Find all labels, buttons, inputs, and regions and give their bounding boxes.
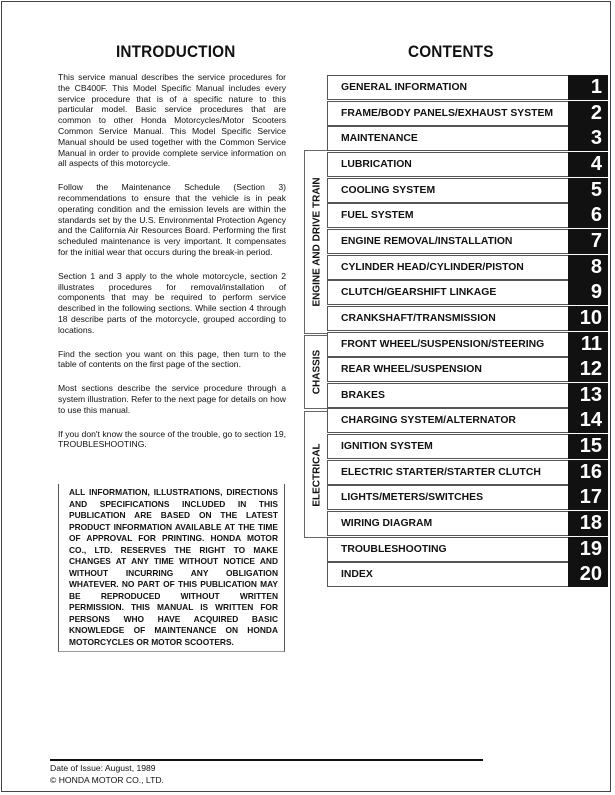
toc-item[interactable] (327, 255, 608, 280)
section-number-tab: 8 (568, 255, 608, 280)
introduction-heading: INTRODUCTION (116, 42, 236, 61)
toc-item-label: INDEX (341, 569, 373, 581)
toc-item-label: ENGINE REMOVAL/INSTALLATION (341, 235, 513, 247)
toc-item[interactable] (327, 460, 608, 485)
toc-item-label: IGNITION SYSTEM (341, 441, 433, 453)
toc-item-label: FRAME/BODY PANELS/EXHAUST SYSTEM (341, 107, 554, 119)
toc-item-label: ELECTRIC STARTER/STARTER CLUTCH (341, 466, 541, 478)
copyright: © HONDA MOTOR CO., LTD. (50, 775, 164, 785)
intro-paragraph: Follow the Maintenance Schedule (Section 3) recommendations to ensure that the vehicle is in peak operating condition and the emission levels are within the standards set by the U.S. Environmental Protection Agency and the California Air Resources Board. Performing the first scheduled maintenance is very important. It compensates for the initial wear that occurs during the break-in period. (58, 182, 286, 257)
toc-item-label: CHARGING SYSTEM/ALTERNATOR (341, 415, 516, 427)
toc-item[interactable] (327, 306, 608, 331)
footer-rule (50, 759, 483, 761)
group-label: ELECTRICAL (311, 442, 322, 507)
section-number-tab: 7 (568, 229, 608, 254)
toc-item-label: COOLING SYSTEM (341, 184, 436, 196)
intro-paragraph: Most sections describe the service procedure through a system illustration. Refer to the next page for details on how to use this manual. (58, 383, 286, 415)
intro-paragraph: Section 1 and 3 apply to the whole motorcycle, section 2 illustrates procedures for removal/installation of components that may be required to perform service described in the following sections. While section 4 through 18 describe parts of the motorcycle, grouped according to locations. (58, 270, 286, 335)
toc-item[interactable] (327, 101, 608, 126)
group-label: ENGINE AND DRIVE TRAIN (311, 177, 322, 307)
toc-item[interactable] (327, 332, 608, 357)
section-number-tab: 20 (568, 562, 608, 587)
section-number-tab: 14 (568, 408, 608, 433)
toc-item[interactable] (327, 383, 608, 408)
group-chassis (304, 335, 328, 409)
section-number-tab: 11 (568, 332, 608, 357)
toc-item[interactable] (327, 152, 608, 177)
toc-item[interactable] (327, 357, 608, 382)
toc-item[interactable] (327, 408, 608, 433)
section-number-tab: 1 (568, 75, 608, 100)
section-number-tab: 19 (568, 537, 608, 562)
section-number-tab: 16 (568, 460, 608, 485)
toc-item[interactable] (327, 434, 608, 459)
toc-item[interactable] (327, 511, 608, 536)
section-number-tab: 3 (568, 126, 608, 151)
section-number-tab: 9 (568, 280, 608, 305)
section-number-tab: 5 (568, 178, 608, 203)
section-number-tab: 6 (568, 203, 608, 228)
section-number-tab: 10 (568, 306, 608, 331)
toc-item[interactable] (327, 75, 608, 100)
toc-item-label: FRONT WHEEL/SUSPENSION/STEERING (341, 338, 545, 350)
toc-item-label: WIRING DIAGRAM (341, 518, 433, 530)
group-engine (304, 150, 328, 334)
toc-item-label: CLUTCH/GEARSHIFT LINKAGE (341, 287, 497, 299)
section-number-tab: 2 (568, 101, 608, 126)
toc-item[interactable] (327, 537, 608, 562)
toc-item-label: GENERAL INFORMATION (341, 82, 468, 93)
intro-paragraph: Find the section you want on this page, then turn to the table of contents on the first page of the section. (58, 348, 286, 370)
toc-item-label: CRANKSHAFT/TRANSMISSION (341, 312, 496, 324)
intro-paragraph: This service manual describes the service procedures for the CB400F. This Model Specific Manual includes every service procedure that is of a specific nature to this particular model. Basic service procedures that are common to other Honda Motorcycles/Motor Scooters Common Service Manual. This Model Specific Service Manual should be used together with the Common Service Manual in order to provide complete service information on all aspects of this motorcycle. (58, 72, 286, 169)
section-number-tab: 12 (568, 357, 608, 382)
section-number-tab: 17 (568, 485, 608, 510)
contents-heading: CONTENTS (408, 42, 494, 61)
toc-item[interactable] (327, 126, 608, 151)
toc-item[interactable] (327, 203, 608, 228)
toc-item-label: CYLINDER HEAD/CYLINDER/PISTON (341, 261, 524, 273)
toc-item[interactable] (327, 178, 608, 203)
toc-item[interactable] (327, 562, 608, 587)
section-number-tab: 18 (568, 511, 608, 536)
issue-date: Date of Issue: August, 1989 (50, 763, 156, 773)
notice-box: ALL INFORMATION, ILLUSTRATIONS, DIRECTIONS AND SPECIFICATIONS INCLUDED IN THIS PUBLICATION ARE BASED ON THE LATEST PRODUCT INFORMATION AVAILABLE AT THE TIME OF APPROVAL FOR PRINTING. HONDA MOTOR CO., LTD. RESERVES THE RIGHT TO MAKE CHANGES AT ANY TIME WITHOUT NOTICE AND WITHOUT INCURRING ANY OBLIGATION WHATEVER. NO PART OF THIS PUBLICATION MAY BE REPRODUCED WITHOUT WRITTEN PERMISSION. THIS MANUAL IS WRITTEN FOR PERSONS WHO HAVE ACQUIRED BASIC KNOWLEDGE OF MAINTENANCE ON HONDA MOTORCYCLES OR MOTOR SCOOTERS. (58, 484, 285, 652)
group-electrical (304, 411, 328, 538)
toc-item-label: TROUBLESHOOTING (341, 543, 447, 555)
section-number-tab: 4 (568, 152, 608, 177)
toc-item[interactable] (327, 280, 608, 305)
toc-item-label: BRAKES (341, 389, 385, 401)
intro-paragraph: If you don't know the source of the trouble, go to section 19, TROUBLESHOOTING. (58, 428, 286, 450)
toc-item-label: FUEL SYSTEM (341, 210, 414, 222)
toc-item-label: REAR WHEEL/SUSPENSION (341, 364, 482, 376)
section-number-tab: 13 (568, 383, 608, 408)
toc-item-label: MAINTENANCE (341, 133, 418, 145)
group-label: CHASSIS (311, 349, 322, 395)
toc-item[interactable] (327, 229, 608, 254)
toc-item-label: LUBRICATION (341, 158, 412, 170)
toc-item-label: LIGHTS/METERS/SWITCHES (341, 492, 484, 504)
section-number-tab: 15 (568, 434, 608, 459)
introduction-text (58, 72, 286, 463)
toc-item[interactable] (327, 485, 608, 510)
